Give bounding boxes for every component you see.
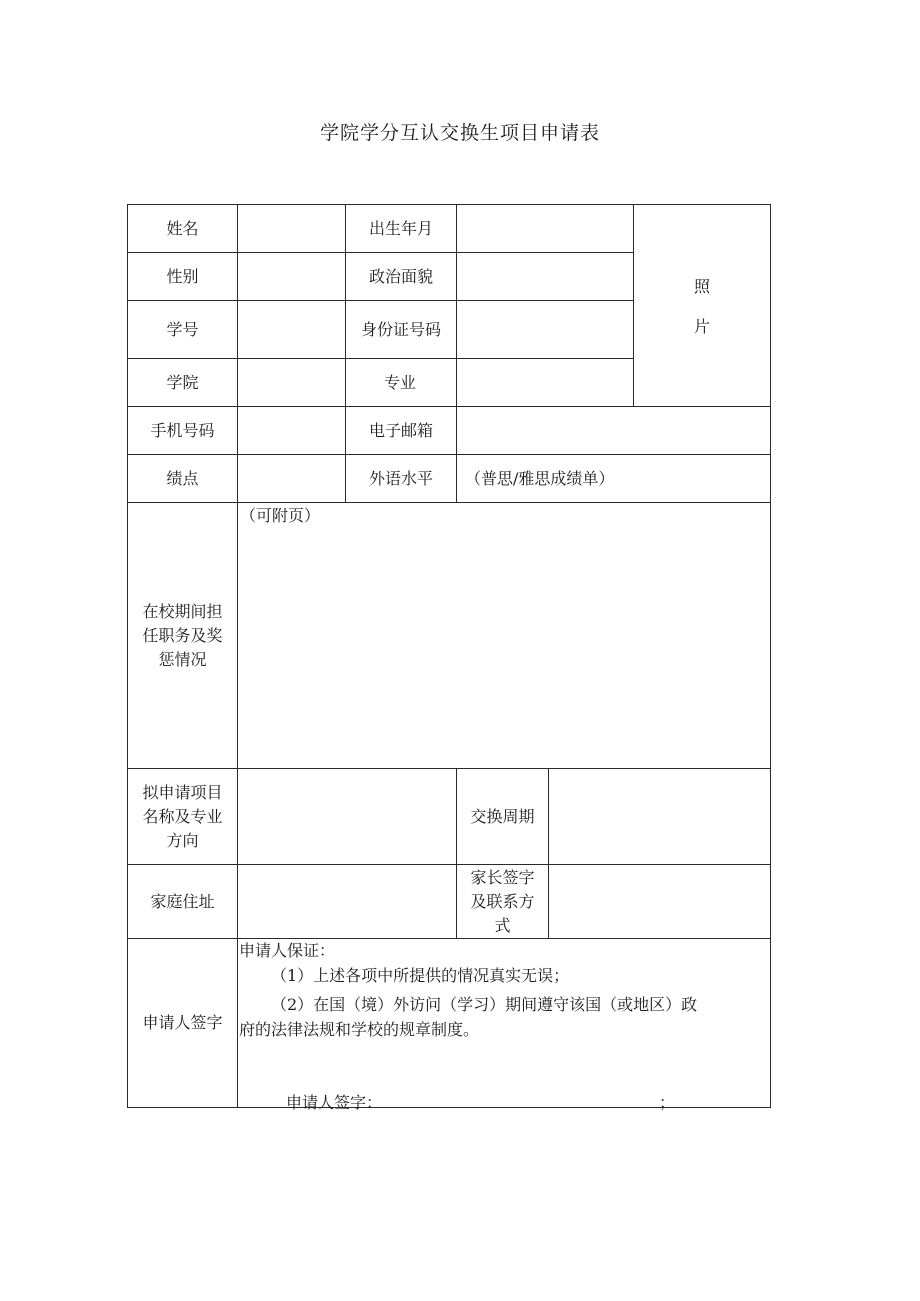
label-project: [128, 769, 237, 864]
political-field[interactable]: [457, 253, 633, 300]
signature-prefix: 申请人签字：: [286, 1093, 383, 1112]
major-field[interactable]: [457, 359, 633, 406]
phone-field[interactable]: [238, 407, 345, 454]
label-applicant-sign: 申请人签字: [142, 1013, 223, 1032]
label-parent-line3: 式: [494, 915, 511, 935]
exchange-period-field[interactable]: [549, 769, 770, 864]
name-field[interactable]: [238, 205, 345, 252]
photo-box[interactable]: [634, 205, 770, 406]
label-duties-line1: 在校期间担: [142, 601, 223, 621]
parent-contact-field[interactable]: [549, 865, 770, 938]
label-student-id: 学号: [166, 319, 199, 339]
language-field-hint[interactable]: （普思/雅思成绩单）: [465, 468, 615, 488]
applicant-signature-line[interactable]: [286, 1091, 382, 1115]
label-gpa: 绩点: [166, 468, 199, 488]
label-id-number: 身份证号码: [360, 319, 441, 339]
label-name: 姓名: [166, 218, 199, 238]
pledge-item-2-line2: 府的法律法规和学校的规章制度。: [239, 1020, 480, 1039]
page-title: 学院学分互认交换生项目申请表: [319, 122, 600, 144]
birth-field[interactable]: [457, 205, 633, 252]
label-phone: 手机号码: [150, 420, 215, 440]
college-field[interactable]: [238, 359, 345, 406]
label-parent-line2: 及联系方: [470, 891, 535, 911]
gender-field[interactable]: [238, 253, 345, 300]
id-number-field[interactable]: [457, 301, 633, 358]
label-duties-line2: 任职务及奖: [142, 625, 223, 645]
label-parent-contact: [457, 865, 548, 938]
label-duties-line3: 惩情况: [158, 649, 207, 669]
project-field[interactable]: [238, 769, 456, 864]
label-address: 家庭住址: [150, 891, 215, 911]
label-political: 政治面貌: [368, 266, 433, 286]
label-college: 学院: [166, 372, 199, 392]
duties-hint: （可附页）: [240, 506, 321, 525]
student-id-field[interactable]: [238, 301, 345, 358]
gpa-field[interactable]: [238, 455, 345, 502]
duties-field[interactable]: [238, 503, 770, 768]
address-field[interactable]: [238, 865, 456, 938]
label-project-line1: 拟申请项目: [142, 782, 223, 802]
label-language: 外语水平: [368, 468, 433, 488]
label-duties: [128, 503, 237, 768]
pledge-heading: 申请人保证：: [239, 941, 336, 960]
photo-label-line2: 片: [693, 317, 710, 336]
label-gender: 性别: [166, 266, 199, 286]
application-form-table: [127, 204, 771, 1112]
pledge-block: [238, 939, 770, 1112]
pledge-item-1: （1）上述各项中所提供的情况真实无误；: [271, 966, 570, 985]
label-project-line2: 名称及专业: [142, 806, 223, 826]
label-email: 电子邮箱: [368, 420, 433, 440]
email-field[interactable]: [457, 407, 770, 454]
label-major: 专业: [383, 372, 416, 392]
label-parent-line1: 家长签字: [470, 867, 535, 887]
rule-right: [770, 204, 771, 1108]
label-exchange-period: 交换周期: [470, 806, 535, 826]
label-project-line3: 方向: [166, 830, 199, 850]
photo-label-line1: 照: [693, 277, 710, 296]
label-birth: 出生年月: [368, 218, 433, 238]
pledge-item-2-line1: （2）在国（境）外访问（学习）期间遵守该国（或地区）政: [271, 995, 698, 1014]
signature-suffix: ；: [659, 1093, 676, 1112]
